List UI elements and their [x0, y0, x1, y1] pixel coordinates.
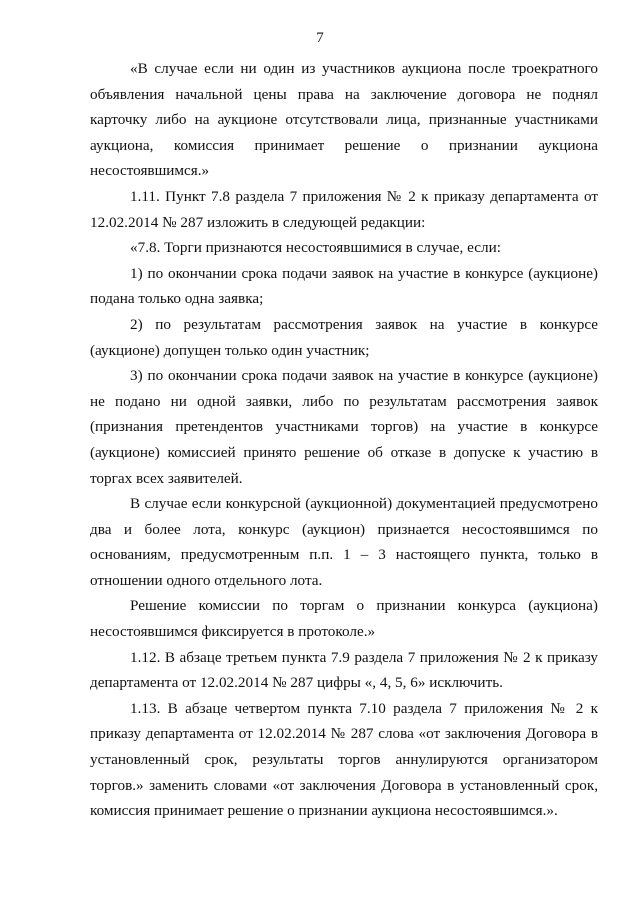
- paragraph-7-8-item-3: 3) по окончании срока подачи заявок на участие в конкурсе (аукционе) не подано ни одной заявки, либо по результатам рассмотрения заявок (признания претендентов участниками торгов) на участие в конкурсе (аукционе) комиссией принято решение об отказе в допуске к участию в торгах всех заявителей.: [90, 367, 598, 487]
- paragraph-multiple-lots: В случае если конкурсной (аукционной) документацией предусмотрено два и более лота, конкурс (аукцион) признается несостоявшимся по основаниям, предусмотренным п.п. 1 – 3 настоящего пункта, только в отношении одного отдельного лота.: [90, 495, 598, 589]
- paragraph-commission-decision: Решение комиссии по торгам о признании конкурса (аукциона) несостоявшимся фиксируется в протоколе.»: [90, 597, 598, 641]
- paragraph-1-13: 1.13. В абзаце четвертом пункта 7.10 раздела 7 приложения № 2 к приказу департамента от 12.02.2014 № 287 слова «от заключения Договора в установленный срок, результаты торгов аннулируются организатором торгов.» заменить словами «от заключения Договора в установленный срок, комиссия принимает решение о признании аукциона несостоявшимся.».: [90, 699, 598, 820]
- document-body: [90, 56, 598, 824]
- paragraph-1-12: 1.12. В абзаце третьем пункта 7.9 раздела 7 приложения № 2 к приказу департамента от 12.02.2014 № 287 цифры «, 4, 5, 6» исключить.: [90, 648, 598, 692]
- page-number: 7: [316, 30, 324, 46]
- paragraph-7-8-heading: «7.8. Торги признаются несостоявшимися в случае, если:: [130, 239, 501, 257]
- paragraph-auction-failure-clause: «В случае если ни один из участников аукциона после троекратного объявления начальной цены права на заключение договора не поднял карточку либо на аукционе отсутствовали лица, признанные участниками аукциона, комиссия принимает решение о признании аукциона несостоявшимся.»: [90, 60, 598, 180]
- paragraph-7-8-item-1: 1) по окончании срока подачи заявок на участие в конкурсе (аукционе) подана только одна заявка;: [90, 264, 598, 308]
- paragraph-7-8-item-2: 2) по результатам рассмотрения заявок на участие в конкурсе (аукционе) допущен только один участник;: [90, 315, 598, 359]
- paragraph-1-11: 1.11. Пункт 7.8 раздела 7 приложения № 2 к приказу департамента от 12.02.2014 № 287 изложить в следующей редакции:: [90, 187, 598, 231]
